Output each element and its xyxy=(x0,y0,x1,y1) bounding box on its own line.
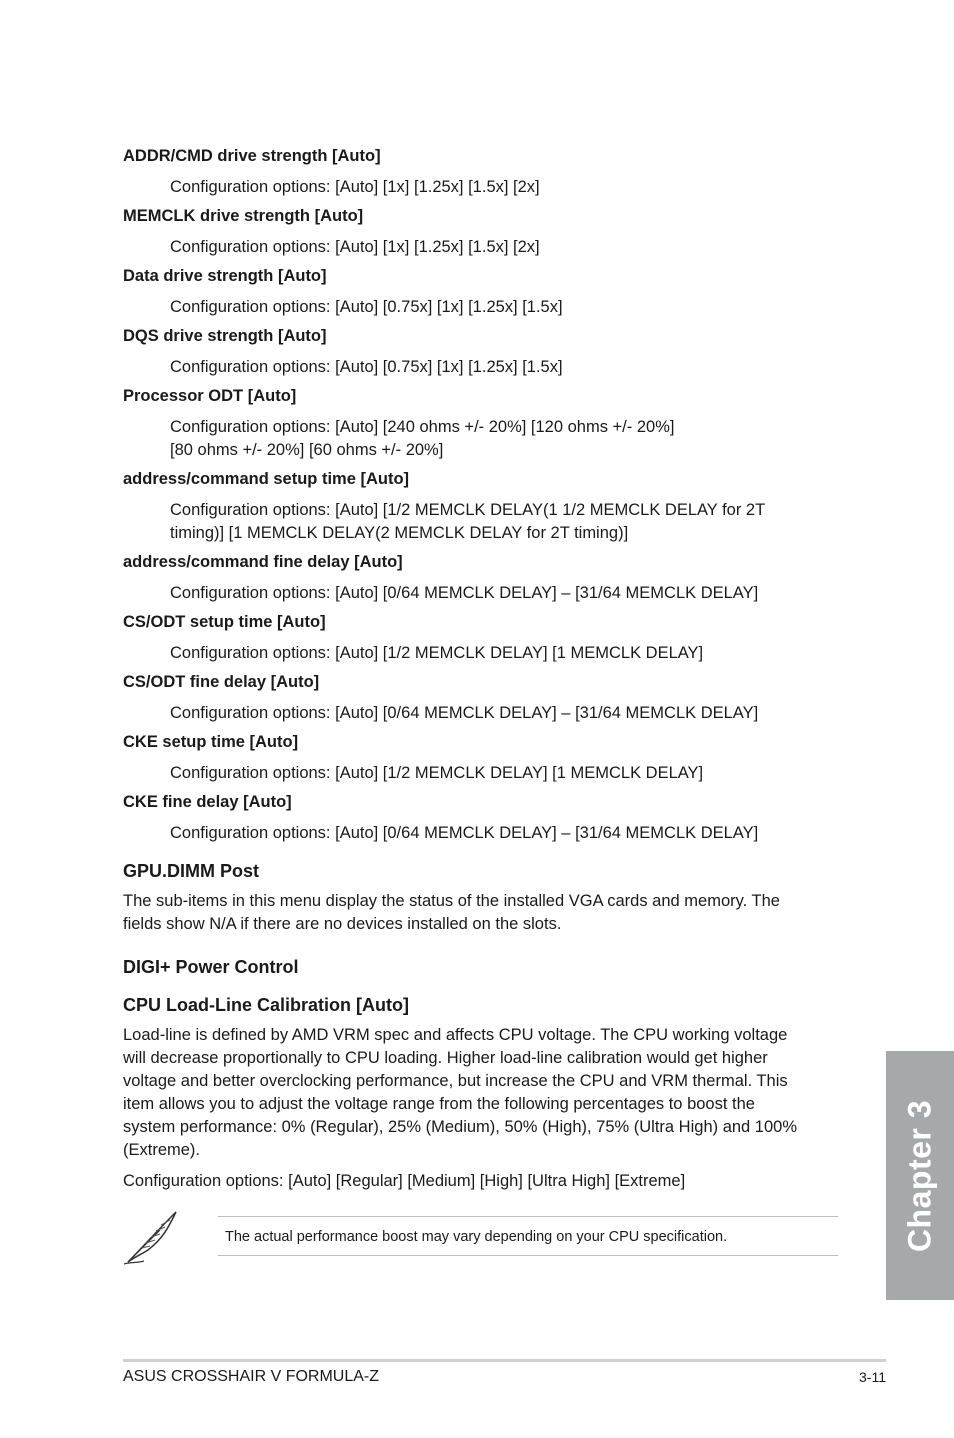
note-box xyxy=(120,1208,840,1264)
chapter-tab xyxy=(886,1051,954,1300)
item-title: ADDR/CMD drive strength [Auto] xyxy=(123,147,381,165)
feather-pen-icon xyxy=(120,1208,182,1266)
paragraph-line: Load-line is defined by AMD VRM spec and affects CPU voltage. The CPU working voltage xyxy=(123,1026,788,1044)
item-options: Configuration options: [Auto] [0.75x] [1x] [1.25x] [1.5x] xyxy=(170,358,563,376)
item-options: Configuration options: [Auto] [1/2 MEMCLK DELAY] [1 MEMCLK DELAY] xyxy=(170,764,704,782)
item-options: Configuration options: [Auto] [1x] [1.25x] [1.5x] [2x] xyxy=(170,238,540,256)
item-options: Configuration options: [Auto] [1/2 MEMCLK DELAY] [1 MEMCLK DELAY] xyxy=(170,644,704,662)
item-options: Configuration options: [Auto] [0/64 MEMCLK DELAY] – [31/64 MEMCLK DELAY] xyxy=(170,704,759,722)
paragraph-line: The sub-items in this menu display the status of the installed VGA cards and memory. The xyxy=(123,892,780,910)
item-title: CKE setup time [Auto] xyxy=(123,733,299,751)
cpu-llc-description xyxy=(123,1024,838,1162)
item-options: Configuration options: [Auto] [0.75x] [1x] [1.25x] [1.5x] xyxy=(170,298,563,316)
paragraph-line: item allows you to adjust the voltage range from the following percentages to boost the xyxy=(123,1095,755,1113)
item-options xyxy=(170,416,838,462)
section-title-digi: DIGI+ Power Control xyxy=(123,957,299,977)
item-title: Data drive strength [Auto] xyxy=(123,267,327,285)
item-title: MEMCLK drive strength [Auto] xyxy=(123,207,364,225)
item-options-line: Configuration options: [Auto] [240 ohms +/- 20%] [120 ohms +/- 20%] xyxy=(170,418,675,436)
item-options-line: [80 ohms +/- 20%] [60 ohms +/- 20%] xyxy=(170,441,444,459)
item-title: address/command fine delay [Auto] xyxy=(123,553,403,571)
gpu-dimm-description xyxy=(123,890,838,936)
item-options: Configuration options: [Auto] [0/64 MEMCLK DELAY] – [31/64 MEMCLK DELAY] xyxy=(170,584,759,602)
item-title: CS/ODT setup time [Auto] xyxy=(123,613,326,631)
paragraph-line: will decrease proportionally to CPU loading. Higher load-line calibration would get higher xyxy=(123,1049,768,1067)
note-text: The actual performance boost may vary depending on your CPU specification. xyxy=(225,1229,728,1245)
item-title: DQS drive strength [Auto] xyxy=(123,327,327,345)
chapter-label: Chapter 3 xyxy=(901,1099,938,1252)
item-title: Processor ODT [Auto] xyxy=(123,387,297,405)
item-options-line: timing)] [1 MEMCLK DELAY(2 MEMCLK DELAY for 2T timing)] xyxy=(170,524,629,542)
footer-page-number: 3-11 xyxy=(859,1369,886,1385)
paragraph-line: fields show N/A if there are no devices installed on the slots. xyxy=(123,915,562,933)
item-options: Configuration options: [Auto] [0/64 MEMCLK DELAY] – [31/64 MEMCLK DELAY] xyxy=(170,824,759,842)
paragraph-line: (Extreme). xyxy=(123,1141,201,1159)
paragraph-line: voltage and better overclocking performance, but increase the CPU and VRM thermal. This xyxy=(123,1072,788,1090)
item-title: address/command setup time [Auto] xyxy=(123,470,410,488)
item-title: CKE fine delay [Auto] xyxy=(123,793,292,811)
section-title-gpu-dimm: GPU.DIMM Post xyxy=(123,861,260,881)
cpu-llc-options: Configuration options: [Auto] [Regular] [Medium] [High] [Ultra High] [Extreme] xyxy=(123,1172,686,1190)
section-title-cpu-llc: CPU Load-Line Calibration [Auto] xyxy=(123,995,409,1015)
footer-product-name: ASUS CROSSHAIR V FORMULA-Z xyxy=(123,1368,380,1385)
item-options xyxy=(170,499,838,545)
item-options-line: Configuration options: [Auto] [1/2 MEMCLK DELAY(1 1/2 MEMCLK DELAY for 2T xyxy=(170,501,766,519)
footer-divider xyxy=(123,1359,886,1362)
item-title: CS/ODT fine delay [Auto] xyxy=(123,673,320,691)
note-frame xyxy=(218,1216,838,1256)
item-options: Configuration options: [Auto] [1x] [1.25x] [1.5x] [2x] xyxy=(170,178,540,196)
page-content xyxy=(123,146,838,1201)
paragraph-line: system performance: 0% (Regular), 25% (Medium), 50% (High), 75% (Ultra High) and 100% xyxy=(123,1118,798,1136)
